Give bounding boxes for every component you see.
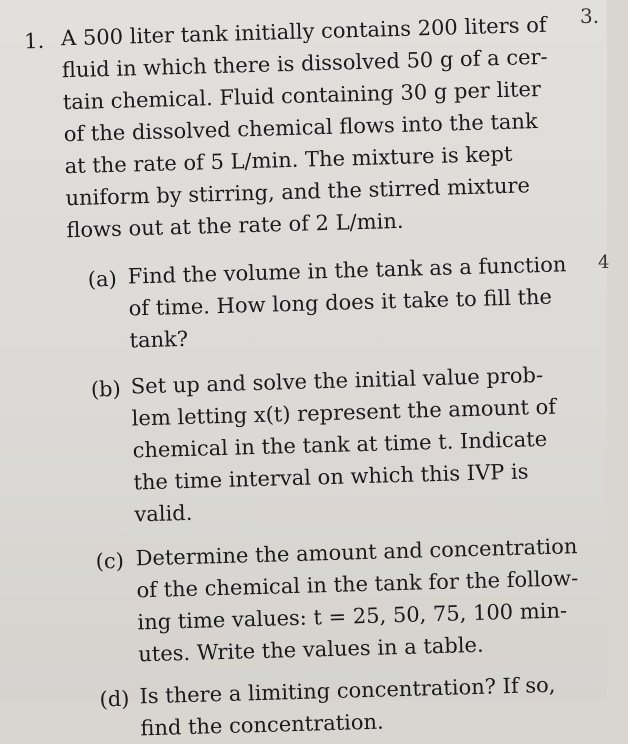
problem-number: 1.: [23, 28, 45, 54]
part-c-line: ing time values: t = 25, 50, 75, 100 min-: [137, 598, 568, 635]
intro-line: flows out at the rate of 2 L/min.: [66, 208, 404, 243]
part-a-label: (a): [87, 266, 118, 292]
part-c-label: (c): [95, 548, 125, 574]
intro-line: fluid in which there is dissolved 50 g of a cer-: [61, 44, 548, 83]
part-b-label: (b): [90, 376, 122, 402]
part-d-label: (d): [99, 686, 130, 712]
intro-line: uniform by stirring, and the stirred mixture: [65, 173, 531, 211]
intro-line: A 500 liter tank initially contains 200 liters of: [60, 12, 547, 51]
part-b-line: Set up and solve the initial value prob-: [130, 362, 544, 399]
intro-line: at the rate of 5 L/min. The mixture is kept: [64, 141, 513, 179]
edge-mark: 4: [598, 252, 610, 273]
part-b-line: lem letting x(t) represent the amount of: [131, 394, 557, 431]
intro-line: tain chemical. Fluid containing 30 g per liter: [62, 76, 542, 115]
part-c-line: utes. Write the values in a table.: [137, 632, 484, 667]
part-a-line: tank?: [129, 326, 189, 353]
part-c-line: Determine the amount and concentration: [135, 534, 578, 571]
part-a-line: Find the volume in the tank as a function: [127, 252, 567, 289]
intro-line: of the dissolved chemical flows into the tank: [63, 109, 538, 147]
part-b-line: the time interval on which this IVP is: [133, 459, 529, 495]
part-a-line: of time. How long does it take to fill the: [128, 284, 553, 321]
part-d-line: find the concentration.: [140, 709, 384, 741]
part-c-line: of the chemical in the tank for the follow-: [136, 566, 579, 603]
part-b-line: valid.: [134, 500, 193, 527]
part-b-line: chemical in the tank at time t. Indicate: [132, 426, 548, 463]
next-problem-number: 3.: [580, 4, 600, 28]
part-d-line: Is there a limiting concentration? If so,: [139, 672, 556, 709]
